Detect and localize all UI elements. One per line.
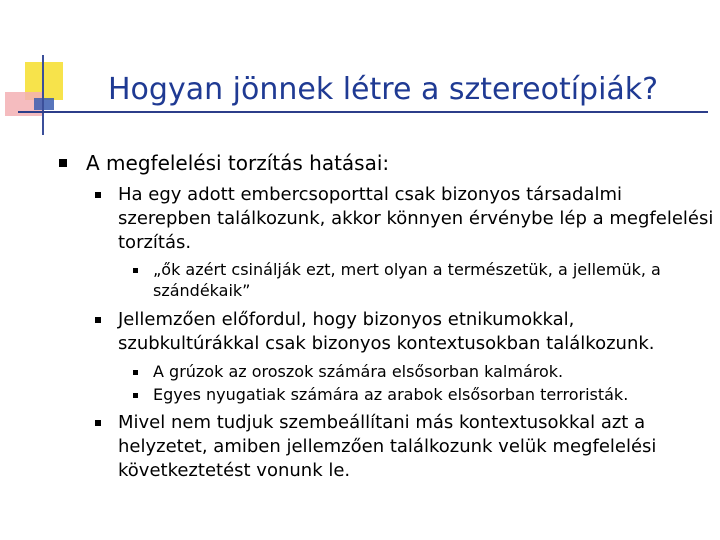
line: torzítás. — [118, 232, 192, 253]
bullet-text-1: A megfelelési torzítás hatásai: — [86, 151, 390, 175]
line: szándékaik” — [153, 281, 251, 300]
bullet-square-icon — [59, 159, 67, 167]
bullet-text-4 — [118, 308, 655, 356]
line: helyzetet, amiben jellemzően találkozunk velük megfelelési — [118, 436, 657, 457]
bullet-text-3 — [153, 259, 661, 301]
bullet-square-icon — [133, 268, 138, 273]
line: Mivel nem tudjuk szembeállítani más kontextusokkal azt a — [118, 412, 646, 433]
line: szerepben találkozunk, akkor könnyen érvénybe lép a megfelelési — [118, 208, 714, 229]
title-underline — [18, 111, 708, 113]
line: szubkultúrákkal csak bizonyos kontextusokban találkozunk. — [118, 333, 655, 354]
line: Jellemzően előfordul, hogy bizonyos etnikumokkal, — [118, 309, 575, 330]
bullet-square-icon — [95, 420, 101, 426]
line: „ők azért csinálják ezt, mert olyan a természetük, a jellemük, a — [153, 260, 661, 279]
line: következtetést vonunk le. — [118, 460, 351, 481]
bullet-text-2 — [118, 183, 713, 255]
bullet-text-6: Egyes nyugatiak számára az arabok elsősorban terroristák. — [153, 385, 629, 404]
bullet-square-icon — [95, 317, 101, 323]
decor-vertical-line — [42, 55, 44, 135]
line: Ha egy adott embercsoporttal csak bizonyos társadalmi — [118, 184, 622, 205]
bullet-square-icon — [133, 393, 138, 398]
decor-blue-square — [34, 98, 54, 110]
bullet-square-icon — [133, 370, 138, 375]
slide-title: Hogyan jönnek létre a sztereotípiák? — [108, 72, 659, 107]
bullet-square-icon — [95, 192, 101, 198]
bullet-text-5: A grúzok az oroszok számára elsősorban kalmárok. — [153, 362, 564, 381]
bullet-text-7 — [118, 411, 656, 483]
